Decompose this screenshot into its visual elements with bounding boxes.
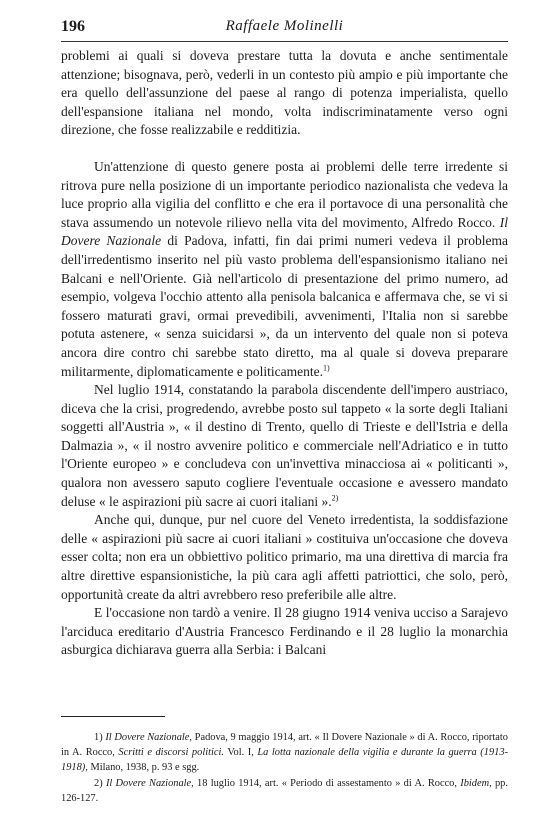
paragraph-2 — [61, 158, 508, 381]
paragraph-5: E l'occasione non tardò a venire. Il 28 giugno 1914 veniva ucciso a Sarajevo l'arciduca ereditario d'Austria Francesco Ferdinando e il 28 luglio la monarchia asburgica dichiarava guerra alla Serbia: i Balcani — [61, 605, 508, 658]
running-head: Raffaele Molinelli — [225, 18, 344, 34]
footnote-rule — [61, 716, 165, 717]
footnote-2-pages: pp. 126-127. — [61, 777, 508, 804]
paragraph-4: Anche qui, dunque, pur nel cuore del Veneto irredentista, la soddisfazione delle « aspirazioni più sacre ai cuori italiani » costituiva un'occasione che doveva esser colta; non era un obbiettivo politico primario, ma una direttiva di marcia fra altre direttive espansionistiche, la più cara agli affetti patriottici, che solo, però, opportunità create da altri avrebbero reso preferibile alle altre. — [61, 512, 508, 602]
footnote-2-text-a: 18 luglio 1914, art. « Periodo di assestamento » di A. Rocco, — [197, 777, 457, 789]
paragraph-3 — [61, 381, 508, 511]
paragraph-1: problemi ai quali si doveva prestare tutta la dovuta e anche sentimentale attenzione; bisognava, però, vederli in un contesto più ampio e più importante che era quello dell'assunzione del paese al rango di potenza imperialista, quello dell'espansione italiana nel mondo, volta indiscriminatamente verso ogni direzione, che fosse realizzabile e redditizia. — [61, 48, 508, 138]
main-text — [61, 47, 508, 660]
footnote-2-number: 2) — [94, 777, 103, 789]
footnote-1-text-b: Milano, 1938, p. 93 e sgg. — [90, 762, 200, 774]
page-header — [61, 16, 508, 40]
footnote-1-number: 1) — [94, 732, 103, 743]
header-rule — [61, 41, 508, 42]
footnote-1 — [61, 730, 508, 776]
paragraph-2-part-a: Un'attenzione di questo genere posta ai problemi delle terre irredente si ritrova pure nella posizione di un importante periodico nazionalista che vedeva la luce proprio alla vigilia del conflitto e che era il portavoce di una personalità che stava assumendo un notevole rilievo nella vita del movimento, Alfredo Rocco. — [61, 158, 508, 230]
footnote-2-title: Il Dovere Nazionale, — [105, 777, 194, 789]
footnote-2 — [61, 776, 508, 806]
footnote-1-volume-title: La lotta nazionale della vigilia e durante la guerra (1913-1918), — [61, 747, 508, 774]
paragraph-2-part-b: di Padova, infatti, fin dai primi numeri vedeva il problema dell'irredentismo inserito nel più vasto problema dell'espansionismo italiano nei Balcani e nell'Oriente. Già nell'articolo di presentazione del primo numero, ad esempio, volgeva l'occhio attento alla penisola balcanica e affermava che, se vi si fossero maturati gravi, ormai prevedibili, avvenimenti, l'Italia non si sarebbe potuta astenere, « senza suicidarsi », da un intervento del quale non si poteva ancora dire contro chi sarebbe stato diretto, ma al quale si doveva preparare militarmente, diplomaticamente e politicamente. — [61, 233, 509, 379]
footnote-1-volume: Vol. I, — [227, 747, 254, 759]
footnote-ref-1: 1) — [323, 363, 330, 372]
footnotes — [61, 730, 508, 806]
footnote-1-title: Il Dovere Nazionale, — [105, 732, 192, 743]
footnote-ref-2: 2) — [331, 493, 339, 503]
footnote-1-text-a: Padova, 9 maggio 1914, art. « Il Dovere Nazionale » di A. Rocco, riportato in A. Rocco, — [61, 732, 508, 759]
footnote-2-ibidem: Ibidem, — [460, 777, 492, 789]
footnote-1-book-title: Scritti e discorsi politici. — [118, 747, 224, 759]
paragraph-3-text: Nel luglio 1914, constatando la parabola discendente dell'impero austriaco, diceva che la crisi, progredendo, avrebbe posto sul tappeto « la sorte degli Italiani soggetti all'Austria », « il destino di Trento, quello di Trieste e dell'Istria e della Dalmazia », « il nostro avvenire politico e commerciale nell'Adriatico e in tutto l'Oriente europeo » e concludeva con un'invettiva minacciosa ai « politicanti », qualora non avessero saputo cogliere l'eventuale occasione e avessero mandato deluse « le aspirazioni più sacre ai cuori italiani ». — [61, 382, 508, 509]
page-number: 196 — [61, 18, 85, 35]
periodical-title: Il Dovere Nazionale — [61, 214, 509, 249]
